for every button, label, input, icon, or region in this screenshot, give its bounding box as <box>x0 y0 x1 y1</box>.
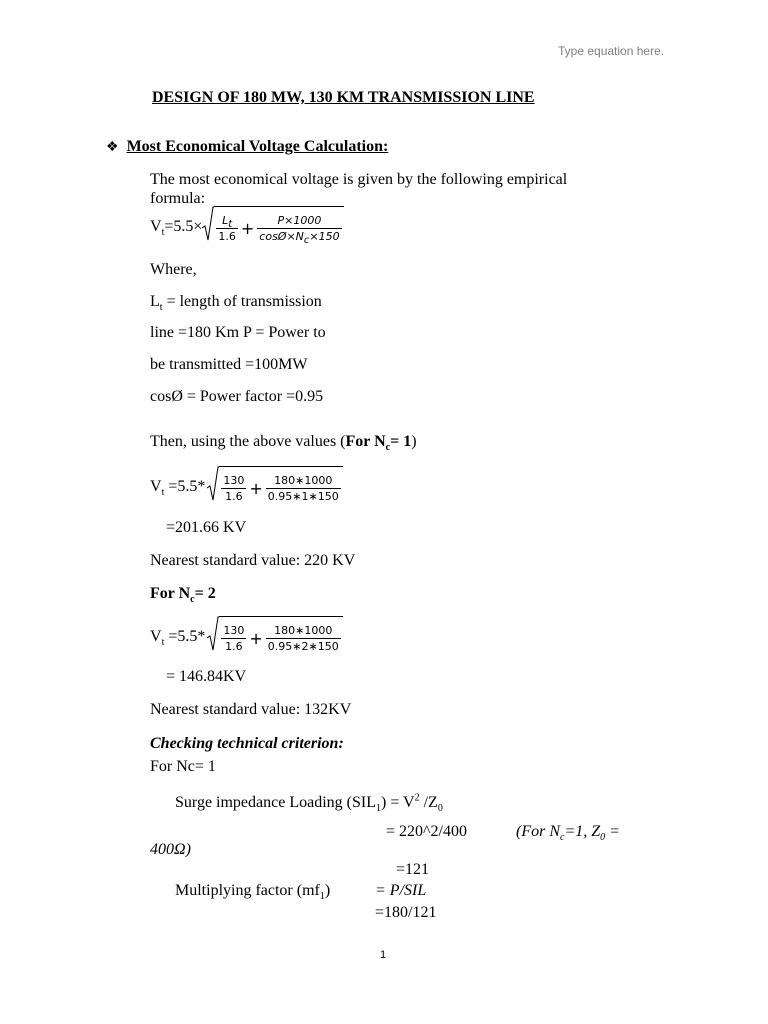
where-line-2: line =180 Km P = Power to <box>150 324 326 341</box>
calc1-result: =201.66 KV <box>166 519 247 536</box>
diamond-bullet-icon: ❖ <box>106 140 119 155</box>
formula-fraction-1: $\frac{L_t}{1.6}$ <box>218 214 236 243</box>
sqrt-icon <box>207 616 219 658</box>
calc2-fraction-1: $\frac{130}{1.6}$ <box>223 624 245 653</box>
sil-equation: = 220^2/400 <box>386 823 467 840</box>
where-line-4: cosØ = Power factor =0.95 <box>150 388 324 405</box>
section-heading-text: Most Economical Voltage Calculation: <box>126 138 389 155</box>
mf-equation: = P/SIL <box>375 882 427 899</box>
intro-line-1: The most economical voltage is given by the following empirical <box>150 171 568 188</box>
calc-nc1-formula <box>150 466 343 508</box>
sil-note: (For $N_c=1$, $Z_0$ = <box>516 823 620 844</box>
calc1-lhs: $V_t =5.5*$ <box>150 478 206 499</box>
section-heading <box>106 137 388 158</box>
technical-heading: Checking technical criterion: <box>150 735 344 752</box>
calc1-fraction-1: $\frac{130}{1.6}$ <box>223 474 245 503</box>
calc1-sqrt: $\frac{130}{1.6}$ + $\frac{180∗1000}{0.95∗1∗150}$ <box>207 466 342 508</box>
calc2-result: = 146.84KV <box>166 668 247 685</box>
formula-fraction-2: $\frac{P\times 1000}{\cos Ø\times N_c\times 150}$ <box>259 214 340 247</box>
calc2-sqrt: $\frac{130}{1.6}$ + $\frac{180∗1000}{0.95∗2∗150}$ <box>207 616 342 658</box>
sil-note-continued: 400Ω) <box>150 841 191 858</box>
where-line-1: $L_t$ = length of transmission <box>150 293 322 314</box>
sqrt-icon <box>207 466 219 508</box>
calc1-fraction-2: $\frac{180∗1000}{0.95∗1∗150}$ <box>267 474 339 503</box>
then-line: Then, using the above values (For $N_c= 1$) <box>150 433 417 454</box>
calc2-nearest: Nearest standard value: 132KV <box>150 701 352 718</box>
formula-lhs: $V_t=5.5\times$ <box>150 218 203 239</box>
sil-value: =121 <box>396 861 430 878</box>
calc1-nearest: Nearest standard value: 220 KV <box>150 552 356 569</box>
where-label: Where, <box>150 261 197 278</box>
mf-value: =180/121 <box>375 904 437 921</box>
nc2-label: For $N_c= 2$ <box>150 585 216 606</box>
page-title: DESIGN OF 180 MW, 130 KM TRANSMISSION LINE <box>152 89 535 106</box>
equation-placeholder[interactable]: Type equation here. <box>558 44 665 58</box>
calc2-lhs: $V_t =5.5*$ <box>150 628 206 649</box>
intro-line-2: formula: <box>150 190 206 207</box>
page-number: 1 <box>380 949 387 961</box>
economic-voltage-formula <box>150 206 344 248</box>
technical-for-nc: For Nc= 1 <box>150 758 216 775</box>
formula-sqrt: $\frac{L_t}{1.6}$ + $\frac{P\times 1000}{\cos Ø\times N_c\times 150}$ <box>202 206 343 248</box>
where-line-3: be transmitted =100MW <box>150 356 308 373</box>
mf-label: Multiplying factor $(mf_1)$ <box>175 882 331 903</box>
calc-nc2-formula <box>150 616 343 658</box>
sqrt-icon <box>202 206 214 248</box>
calc2-fraction-2: $\frac{180∗1000}{0.95∗2∗150}$ <box>267 624 339 653</box>
sil-line: Surge impedance Loading $(SIL_1) = V^2$ $/Z_0$ <box>175 792 443 815</box>
